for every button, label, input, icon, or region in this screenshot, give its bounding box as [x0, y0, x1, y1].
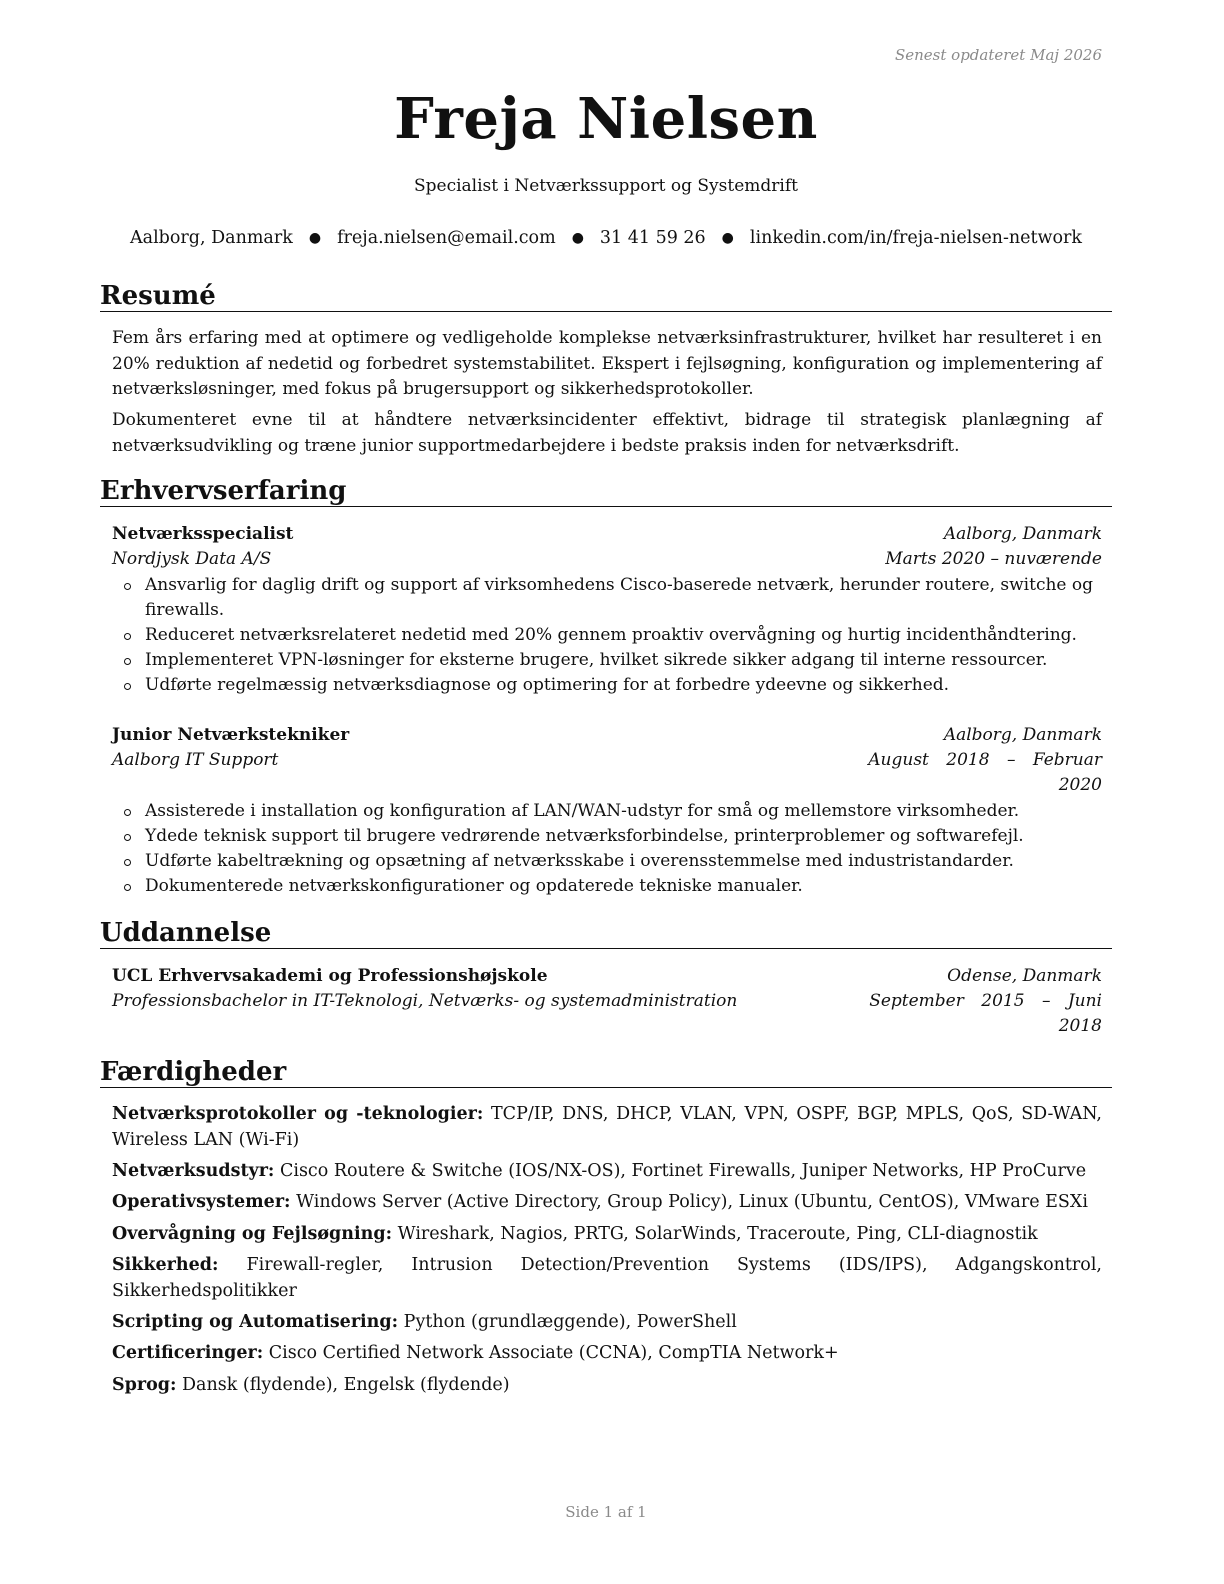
skill-label: Operativsystemer: [112, 1192, 291, 1212]
list-item [112, 648, 1102, 673]
job-company: Nordjysk Data A/S [112, 549, 272, 569]
bullet-text: Udførte regelmæssig netværksdiagnose og optimering for at forbedre ydeevne og sikkerhed. [145, 675, 950, 695]
skill-label: Scripting og Automatisering: [112, 1312, 399, 1332]
skill-value: TCP/IP, DNS, DHCP, VLAN, VPN, OSPF, BGP, MPLS, QoS, SD-WAN, Wireless LAN (Wi-Fi) [112, 1104, 1102, 1150]
education-subheader [112, 989, 1102, 1039]
circle-bullet-icon [124, 658, 131, 665]
job-header [112, 723, 1102, 748]
education-dates: September 2015 – Juni [869, 991, 1102, 1011]
skill-value: Cisco Certified Network Associate (CCNA), CompTIA Network+ [263, 1343, 839, 1363]
list-item [112, 799, 1102, 824]
bullet-text: Reduceret netværksrelateret nedetid med 20% gennem proaktiv overvågning og hurtig incidenthåndtering. [145, 625, 1077, 645]
skill-item [112, 1373, 1102, 1399]
list-item [112, 573, 1102, 623]
bullet-text: Implementeret VPN-løsninger for eksterne brugere, hvilket sikrede sikker adgang til interne ressourcer. [145, 650, 1048, 670]
job-bullet-list [112, 573, 1102, 698]
job-dates: Marts 2020 – nuværende [885, 549, 1102, 569]
summary-paragraph: Fem års erfaring med at optimere og vedligeholde komplekse netværksinfrastrukturer, hvilket har resulteret i en 20% reduktion af nedetid og forbedret systemstabilitet. Ekspert i fejlsøgning, konfiguration og implementering af netværksløsninger, med fokus på brugersupport og sikkerhedsprotokoller. [112, 328, 1102, 399]
list-item [112, 824, 1102, 849]
education-dates-continued: 2018 [1058, 1016, 1102, 1036]
job-location: Aalborg, Danmark [943, 524, 1102, 544]
job-subheader [112, 748, 1102, 798]
skill-value: Dansk (flydende), Engelsk (flydende) [176, 1375, 510, 1395]
contact-location: Aalborg, Danmark [130, 228, 293, 248]
section-title-experience: Erhvervserfaring [100, 476, 1112, 507]
list-item [112, 849, 1102, 874]
skill-value: Firewall-regler, Intrusion Detection/Prevention Systems (IDS/IPS), Adgangskontrol, Sikkerhedspolitikker [112, 1255, 1102, 1301]
bullet-text: Udførte kabeltrækning og opsætning af netværksskabe i overensstemmelse med industristandarder. [145, 851, 1014, 871]
job-bullet-list [112, 799, 1102, 899]
skill-value: Wireshark, Nagios, PRTG, SolarWinds, Traceroute, Ping, CLI-diagnostik [392, 1224, 1038, 1244]
skill-label: Overvågning og Fejlsøgning: [112, 1224, 393, 1244]
job-header [112, 522, 1102, 547]
skill-item [112, 1159, 1102, 1185]
education-location: Odense, Danmark [947, 966, 1102, 986]
job-dates-continued: 2020 [1058, 775, 1102, 795]
skill-item [112, 1341, 1102, 1367]
contact-phone[interactable]: 31 41 59 26 [599, 228, 706, 248]
skill-label: Certificeringer: [112, 1343, 264, 1363]
section-title-summary: Resumé [100, 281, 1112, 312]
bullet-separator-icon: ● [308, 230, 322, 246]
education-school: UCL Erhvervsakademi og Professionshøjskole [112, 966, 548, 986]
skill-value: Cisco Routere & Switche (IOS/NX-OS), Fortinet Firewalls, Juniper Networks, HP ProCurve [274, 1161, 1087, 1181]
last-updated: Senest opdateret Maj 2026 [894, 46, 1102, 64]
skill-item [112, 1222, 1102, 1248]
job-role: Netværksspecialist [112, 524, 294, 544]
bullet-separator-icon: ● [571, 230, 584, 246]
list-item [112, 623, 1102, 648]
section-title-education: Uddannelse [100, 918, 1112, 949]
contact-linkedin[interactable]: linkedin.com/in/freja-nielsen-network [749, 228, 1082, 248]
bullet-text: Ydede teknisk support til brugere vedrørende netværksforbindelse, printerproblemer og softwarefejl. [145, 826, 1024, 846]
skill-label: Sprog: [112, 1375, 177, 1395]
bullet-separator-icon: ● [721, 230, 734, 246]
contact-email[interactable]: freja.nielsen@email.com [337, 228, 556, 248]
list-item [112, 673, 1102, 698]
job-dates: August 2018 – Februar [868, 750, 1102, 770]
skill-item [112, 1253, 1102, 1304]
skill-item [112, 1102, 1102, 1153]
candidate-title: Specialist i Netværkssupport og Systemdrift [414, 176, 798, 196]
page-number: Side 1 af 1 [565, 1503, 647, 1521]
circle-bullet-icon [124, 633, 131, 640]
circle-bullet-icon [124, 884, 131, 891]
job-location: Aalborg, Danmark [943, 725, 1102, 745]
circle-bullet-icon [124, 583, 131, 590]
bullet-text: Ansvarlig for daglig drift og support af virksomhedens Cisco-baserede netværk, herunder routere, switche og firewalls. [145, 575, 1093, 620]
circle-bullet-icon [124, 834, 131, 841]
summary-paragraph: Dokumenteret evne til at håndtere netværksincidenter effektivt, bidrage til strategisk planlægning af netværksudvikling og træne junior supportmedarbejdere i bedste praksis inden for netværksdrift. [112, 410, 1102, 456]
education-degree: Professionsbachelor in IT-Teknologi, Netværks- og systemadministration [112, 991, 738, 1011]
circle-bullet-icon [124, 809, 131, 816]
bullet-text: Dokumenterede netværkskonfigurationer og opdaterede tekniske manualer. [145, 876, 803, 896]
circle-bullet-icon [124, 683, 131, 690]
skill-label: Sikkerhed: [112, 1255, 219, 1275]
list-item [112, 874, 1102, 899]
circle-bullet-icon [124, 859, 131, 866]
resume-page [100, 0, 1112, 1584]
skill-label: Netværksudstyr: [112, 1161, 275, 1181]
skill-value: Windows Server (Active Directory, Group Policy), Linux (Ubuntu, CentOS), VMware ESXi [290, 1192, 1088, 1212]
skill-value: Python (grundlæggende), PowerShell [398, 1312, 737, 1332]
contact-line [100, 228, 1112, 248]
candidate-name: Freja Nielsen [394, 86, 818, 152]
skill-item [112, 1190, 1102, 1216]
job-subheader [112, 547, 1102, 572]
skill-item [112, 1310, 1102, 1336]
bullet-text: Assisterede i installation og konfiguration af LAN/WAN-udstyr for små og mellemstore virksomheder. [145, 801, 1020, 821]
education-header [112, 964, 1102, 989]
job-role: Junior Netværkstekniker [112, 725, 350, 745]
job-company: Aalborg IT Support [112, 750, 279, 770]
section-title-skills: Færdigheder [100, 1057, 1112, 1088]
skill-label: Netværksprotokoller og -teknologier: [112, 1104, 484, 1124]
